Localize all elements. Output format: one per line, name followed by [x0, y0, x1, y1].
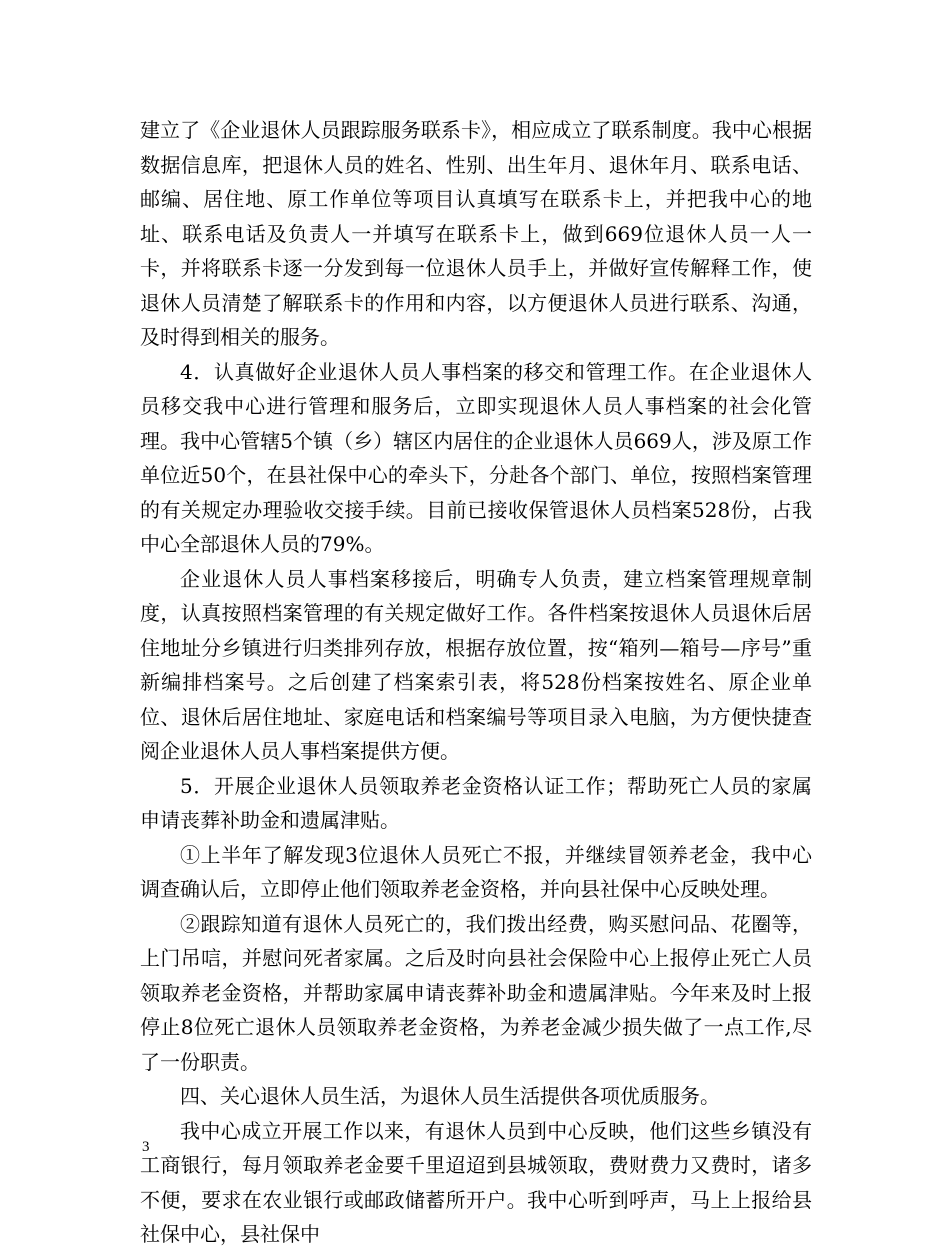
document-page [140, 113, 812, 1252]
paragraph-contact-card: 建立了《企业退休人员跟踪服务联系卡》，相应成立了联系制度。我中心根据数据信息库，把退休人员的姓名、性别、出生年月、退休年月、联系电话、邮编、居住地、原工作单位等项目认真填写在联系卡上，并把我中心的地址、联系电话及负责人一并填写在联系卡上，做到669位退休人员一人一卡，并将联系卡逐一分发到每一位退休人员手上，并做好宣传解释工作，使退休人员清楚了解联系卡的作用和内容，以方便退休人员进行联系、沟通，及时得到相关的服务。 [140, 118, 812, 349]
page-number: 3 [142, 1139, 150, 1155]
paragraph-bank-service: 我中心成立开展工作以来，有退休人员到中心反映，他们这些乡镇没有工商银行，每月领取养老金要千里迢迢到县城领取，费财费力又费时，诸多不便，要求在农业银行或邮政储蓄所开户。我中心听到呼声，马上上报给县社保中心，县社保中 [140, 1118, 812, 1246]
section-heading-care: 四、关心退休人员生活，为退休人员生活提供各项优质服务。 [180, 1084, 720, 1108]
paragraph-archive-management: 企业退休人员人事档案移接后，明确专人负责，建立档案管理规章制度，认真按照档案管理的有关规定做好工作。各件档案按退休人员退休后居住地址分乡镇进行归类排列存放，根据存放位置，按“箱列—箱号—序号”重新编排档案号。之后创建了档案索引表，将528份档案按姓名、原企业单位、退休后居住地址、家庭电话和档案编号等项目录入电脑，为方便快捷查阅企业退休人员人事档案提供方便。 [140, 566, 812, 763]
paragraph-condolence: ②跟踪知道有退休人员死亡的，我们拨出经费，购买慰问品、花圈等，上门吊唁，并慰问死者家属。之后及时向县社会保险中心上报停止死亡人员领取养老金资格，并帮助家属申请丧葬补助金和遗属津贴。今年来及时上报停止8位死亡退休人员领取养老金资格，为养老金减少损失做了一点工作,尽了一份职责。 [140, 911, 812, 1074]
paragraph-pension-certification: 5．开展企业退休人员领取养老金资格认证工作；帮助死亡人员的家属申请丧葬补助金和遗属津贴。 [140, 773, 812, 832]
paragraph-archive-transfer: 4．认真做好企业退休人员人事档案的移交和管理工作。在企业退休人员移交我中心进行管理和服务后，立即实现退休人员人事档案的社会化管理。我中心管辖5个镇（乡）辖区内居住的企业退休人员669人，涉及原工作单位近50个，在县社保中心的牵头下，分赴各个部门、单位，按照档案管理的有关规定办理验收交接手续。目前已接收保管退休人员档案528份，占我中心全部退休人员的79%。 [140, 359, 812, 556]
paragraph-fraud-discovery: ①上半年了解发现3位退休人员死亡不报，并继续冒领养老金，我中心调查确认后，立即停止他们领取养老金资格，并向县社保中心反映处理。 [140, 842, 812, 901]
